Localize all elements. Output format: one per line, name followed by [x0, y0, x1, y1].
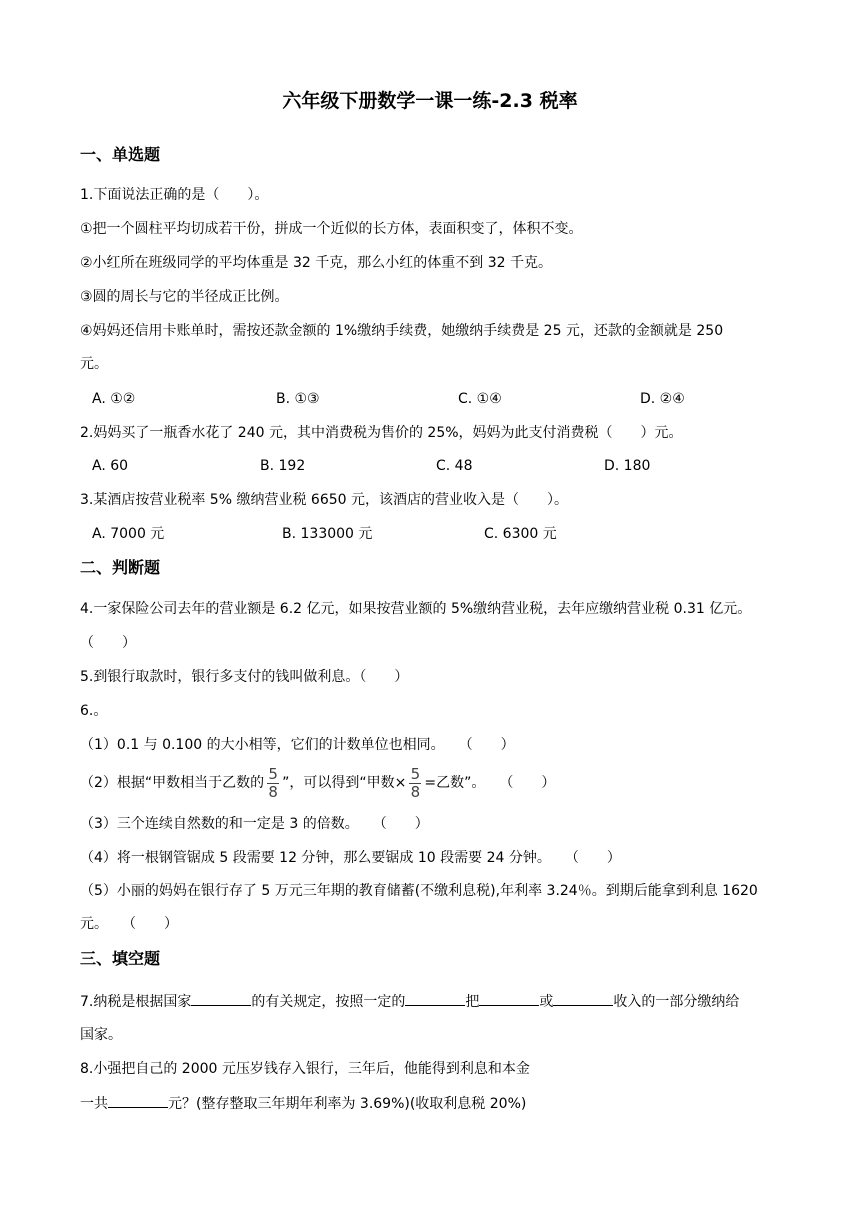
question-6-part-5-line-1: （5）小丽的妈妈在银行存了 5 万元三年期的教育储蓄(不缴利息税),年利率 3.24％。到期后能拿到利息 1620 [80, 883, 758, 899]
question-8-line-1: 8.小强把自己的 2000 元压岁钱存入银行，三年后，他能得到利息和本金 [80, 1061, 530, 1077]
question-1-option-c[interactable]: C. ①④ [458, 391, 502, 407]
question-6-part-2 [80, 766, 555, 800]
question-7-text-4: 或 [539, 994, 554, 1010]
question-3-option-b[interactable]: B. 133000 元 [282, 526, 373, 542]
question-1-option-a[interactable]: A. ①② [92, 391, 136, 407]
page-title: 六年级下册数学一课一练-2.3 税率 [282, 90, 578, 112]
question-7-blank-1[interactable] [191, 991, 251, 1006]
question-7-blank-3[interactable] [479, 991, 539, 1006]
question-5-stem: 5.到银行取款时，银行多支付的钱叫做利息。（ ） [80, 669, 409, 685]
question-3-stem: 3.某酒店按营业税率 5% 缴纳营业税 6650 元，该酒店的营业收入是（ ）。 [80, 492, 568, 508]
section-heading-fill-blank: 三、填空题 [80, 949, 161, 968]
fraction-five-eighths: $\frac{5}{8}$ [268, 764, 278, 801]
question-8-text-1: 一共 [80, 1096, 108, 1112]
question-6-part-2-text-a: （2）根据“甲数相当于乙数的 [80, 775, 265, 791]
fraction-five-eighths-2: $\frac{5}{8}$ [410, 764, 421, 801]
question-7-blank-2[interactable] [405, 991, 465, 1006]
question-1-statement-1: ①把一个圆柱平均切成若干份，拼成一个近似的长方体，表面积变了，体积不变。 [80, 221, 583, 237]
question-8-line-2 [80, 1093, 526, 1114]
question-7-text-1: 7.纳税是根据国家 [80, 994, 192, 1010]
question-4-answer-paren[interactable]: （ ） [80, 635, 136, 651]
question-6-part-3: （3）三个连续自然数的和一定是 3 的倍数。 （ ） [80, 816, 429, 832]
question-7-text-5: 收入的一部分缴纳给 [613, 994, 740, 1010]
question-8-blank[interactable] [108, 1093, 168, 1108]
question-1-statement-4-cont: 元。 [80, 356, 108, 372]
question-1-statement-4: ④妈妈还信用卡账单时，需按还款金额的 1%缴纳手续费，她缴纳手续费是 25 元，还款的金额就是 250 [80, 323, 724, 339]
question-1-stem: 1.下面说法正确的是（ ）。 [80, 187, 269, 203]
question-3-option-a[interactable]: A. 7000 元 [92, 526, 165, 542]
question-1-option-b[interactable]: B. ①③ [276, 391, 320, 407]
question-2-option-d[interactable]: D. 180 [604, 458, 651, 474]
question-6-part-4: （4）将一根钢管锯成 5 段需要 12 分钟，那么要锯成 10 段需要 24 分钟。 （ ） [80, 850, 621, 866]
section-heading-true-false: 二、判断题 [80, 558, 161, 577]
question-1-statement-3: ③圆的周长与它的半径成正比例。 [80, 289, 289, 305]
question-6-part-2-text-b: ”，可以得到“甲数× [282, 775, 407, 791]
question-2-stem: 2.妈妈买了一瓶香水花了 240 元，其中消费税为售价的 25%，妈妈为此支付消费税（ ）元。 [80, 425, 683, 441]
question-7-blank-4[interactable] [553, 991, 613, 1006]
question-7-text-3: 把 [465, 994, 480, 1010]
section-heading-single-choice: 一、单选题 [80, 145, 161, 164]
question-6-part-1: （1）0.1 与 0.100 的大小相等，它们的计数单位也相同。 （ ） [80, 737, 515, 753]
question-6-part-5-line-2: 元。 （ ） [80, 916, 178, 932]
question-2-option-a[interactable]: A. 60 [92, 458, 129, 474]
question-8-text-2: 元？(整存整取三年期年利率为 3.69%)(收取利息税 20%) [168, 1096, 527, 1112]
question-2-option-b[interactable]: B. 192 [260, 458, 306, 474]
question-2-option-c[interactable]: C. 48 [436, 458, 473, 474]
question-3-option-c[interactable]: C. 6300 元 [484, 526, 557, 542]
question-7-line-1 [80, 991, 739, 1012]
question-6-part-2-text-c: =乙数”。 （ ） [424, 775, 556, 791]
question-4-line-1: 4.一家保险公司去年的营业额是 6.2 亿元，如果按营业额的 5%缴纳营业税，去年应缴纳营业税 0.31 亿元。 [80, 601, 752, 617]
question-6-stem: 6.。 [80, 703, 108, 719]
question-1-option-d[interactable]: D. ②④ [640, 391, 685, 407]
question-7-text-2: 的有关规定，按照一定的 [251, 994, 406, 1010]
question-7-line-2: 国家。 [80, 1027, 122, 1043]
question-1-statement-2: ②小红所在班级同学的平均体重是 32 千克，那么小红的体重不到 32 千克。 [80, 255, 552, 271]
